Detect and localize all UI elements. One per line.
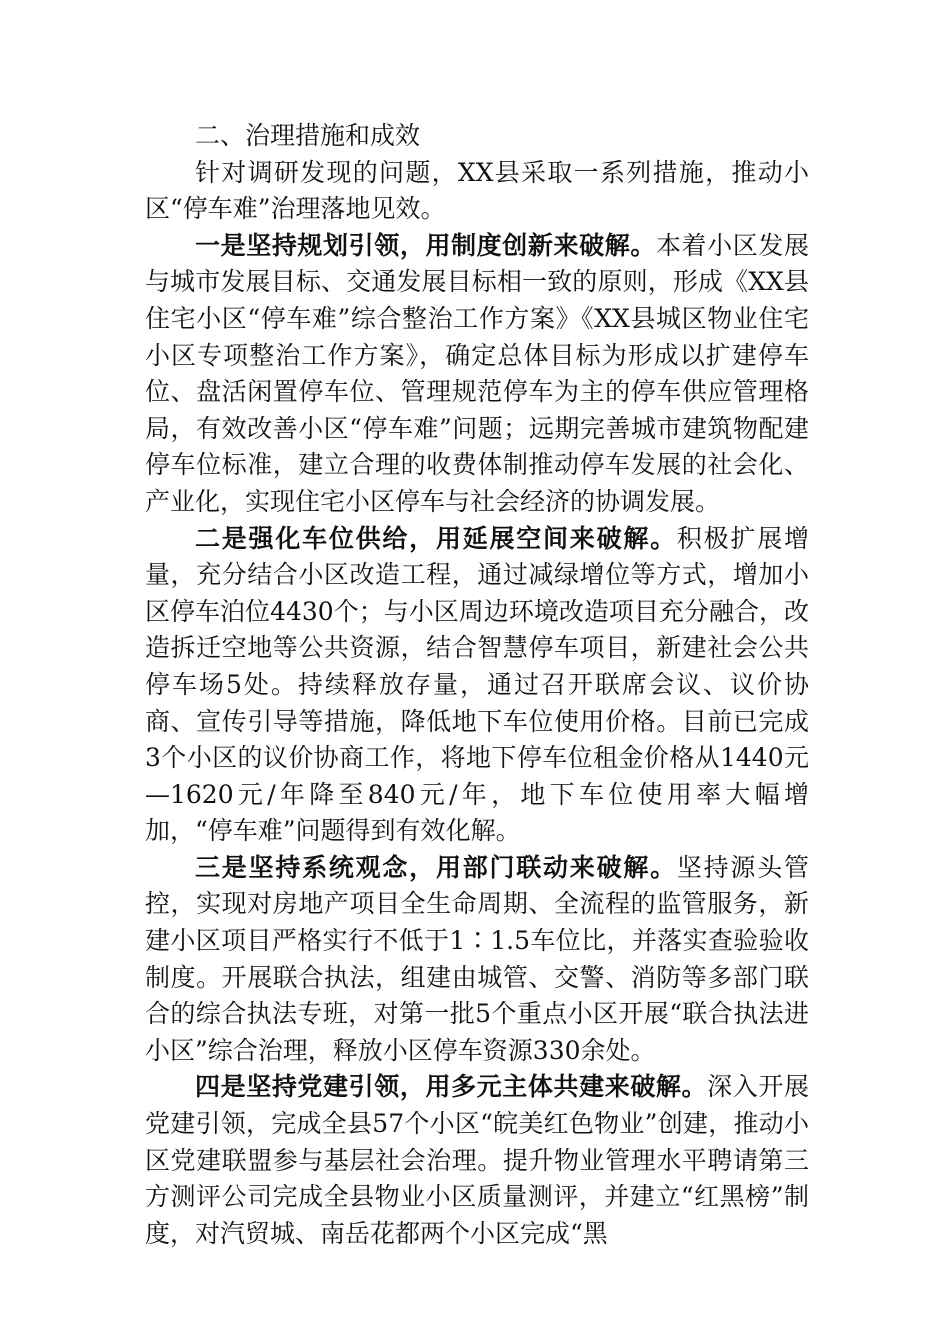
paragraph-3 bbox=[145, 850, 809, 1070]
document-body bbox=[145, 118, 809, 1252]
paragraph-4-lead: 四是坚持党建引领，用多元主体共建来破解。 bbox=[195, 1072, 708, 1102]
paragraph-1-lead: 一是坚持规划引领，用制度创新来破解。 bbox=[195, 230, 656, 260]
intro-paragraph: 针对调研发现的问题，XX县采取一系列措施，推动小区“停车难”治理落地见效。 bbox=[145, 157, 809, 224]
paragraph-3-body: 坚持源头管控，实现对房地产项目全生命周期、全流程的监管服务，新建小区项目严格实行不低于1∶1.5车位比，并落实查验验收制度。开展联合执法，组建由城管、交警、消防等多部门联合的综合执法专班，对第一批5个重点小区开展“联合执法进小区”综合治理，释放小区停车资源330余处。 bbox=[145, 852, 809, 1065]
paragraph-1-body: 本着小区发展与城市发展目标、交通发展目标相一致的原则，形成《XX县住宅小区“停车难”综合整治工作方案》《XX县城区物业住宅小区专项整治工作方案》，确定总体目标为形成以扩建停车位、盘活闲置停车位、管理规范停车为主的停车供应管理格局，有效改善小区“停车难”问题；远期完善城市建筑物配建停车位标准，建立合理的收费体制推动停车发展的社会化、产业化，实现住宅小区停车与社会经济的协调发展。 bbox=[145, 230, 809, 516]
paragraph-1 bbox=[145, 228, 809, 521]
paragraph-2-body: 积极扩展增量，充分结合小区改造工程，通过减绿增位等方式，增加小区停车泊位4430个；与小区周边环境改造项目充分融合，改造拆迁空地等公共资源，结合智慧停车项目，新建社会公共停车场5处。持续释放存量，通过召开联席会议、议价协商、宣传引导等措施，降低地下车位使用价格。目前已完成3个小区的议价协商工作，将地下停车位租金价格从1440元—1620元/年降至840元/年，地下车位使用率大幅增加，“停车难”问题得到有效化解。 bbox=[145, 523, 809, 846]
paragraph-2 bbox=[145, 521, 809, 850]
paragraph-4 bbox=[145, 1069, 809, 1252]
paragraph-4-body: 深入开展党建引领，完成全县57个小区“皖美红色物业”创建，推动小区党建联盟参与基层社会治理。提升物业管理水平聘请第三方测评公司完成全县物业小区质量测评，并建立“红黑榜”制度，对汽贸城、南岳花都两个小区完成“黑 bbox=[145, 1072, 809, 1248]
paragraph-2-lead: 二是强化车位供给，用延展空间来破解。 bbox=[195, 523, 677, 553]
section-heading: 二、治理措施和成效 bbox=[195, 121, 421, 150]
paragraph-3-lead: 三是坚持系统观念，用部门联动来破解。 bbox=[195, 852, 677, 882]
